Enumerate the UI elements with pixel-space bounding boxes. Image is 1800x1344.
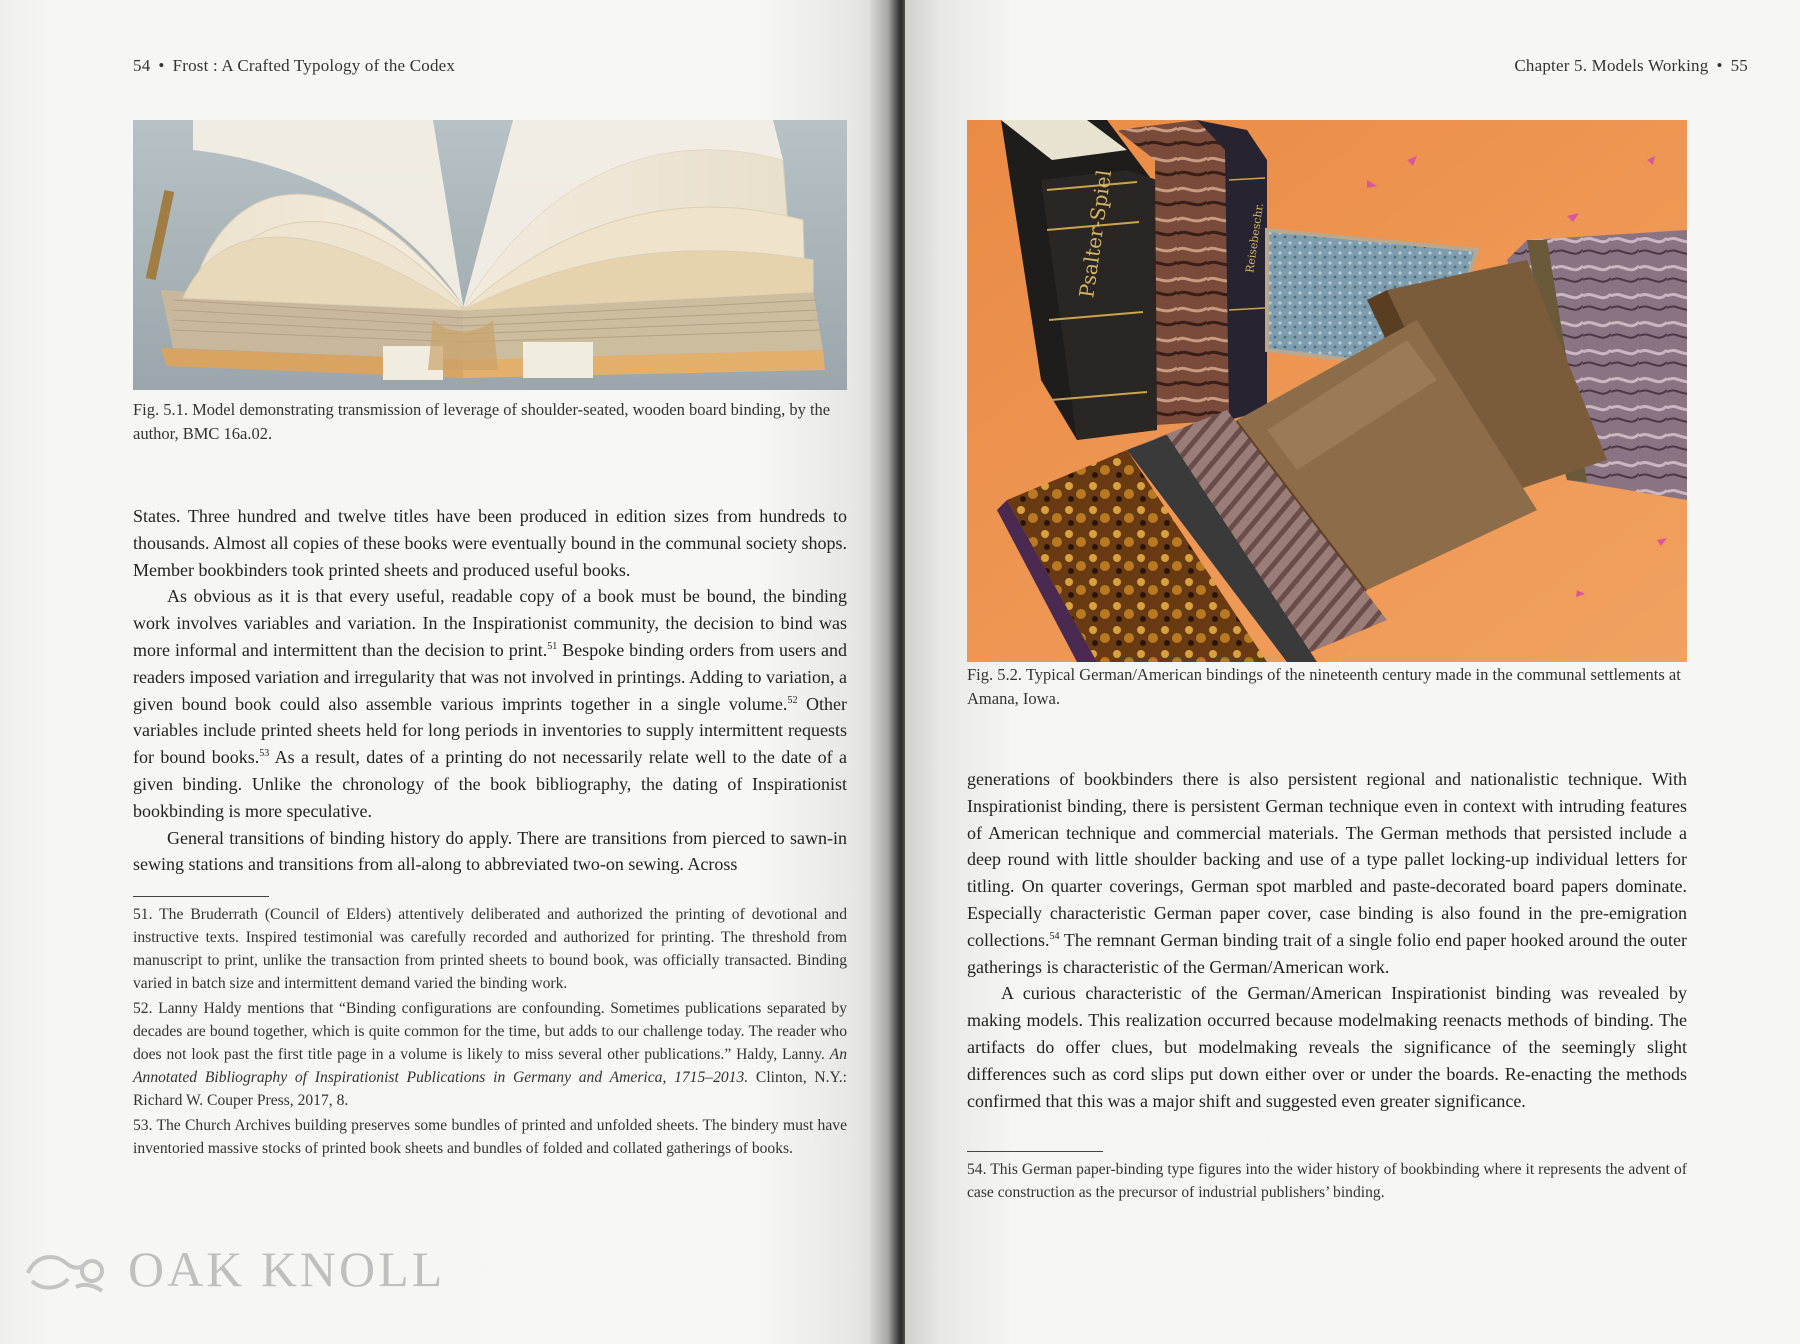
running-head-right (1514, 56, 1748, 76)
open-book-model-photo (133, 120, 847, 390)
watermark-text: OAK KNOLL (128, 1241, 446, 1297)
paragraph: A curious characteristic of the German/American Inspirationist binding was revealed by making models. This realization occurred because modelmaking reenacts methods of binding. The artifacts do offer clues, but modelmaking reveals the significance of the seemingly slight differences such as cord slips put down either over or under the boards. Re-enacting the methods confirmed that this was a major shift and suggested even greater significance. (967, 983, 1687, 1111)
paragraph (967, 766, 1687, 980)
running-title: Frost : A Crafted Typology of the Codex (172, 56, 456, 75)
oak-knoll-watermark (22, 1240, 445, 1298)
left-page (0, 0, 893, 1344)
page-number: 54 (133, 56, 151, 75)
paragraph-text: As a result, dates of a printing do not necessarily relate well to the date of a given binding. Unlike the chronology of the book bibliography, the dating of Inspirationist bookbinding is more speculative. (133, 747, 847, 821)
separator-dot: • (1716, 56, 1723, 75)
footnote-52 (133, 997, 847, 1112)
footnote-54: 54. This German paper-binding type figures into the wider history of bookbinding where it represents the advent of case construction as the precursor of industrial publishers’ binding. (967, 1161, 1687, 1201)
footnote-text: Clinton, N.Y.: Richard W. Couper Press, 2017, 8. (133, 1069, 847, 1109)
paragraph-text: generations of bookbinders there is also persistent regional and nationalistic technique. With Inspirationist binding, there is persistent German technique even in context with intruding features of American technique and commercial materials. The German methods that persisted include a deep round with little shoulder backing and use of a type pallet locking-up individual letters for titling. On quarter coverings, German spot marbled and paste-decorated board papers dominate. Especially characteristic German paper cover, case binding is also found in the pre-emigration collections. (967, 769, 1687, 950)
paragraph: States. Three hundred and twelve titles have been produced in edition sizes from hundreds to thousands. Almost all copies of these books were eventually bound in the communal society shops. Member bookbinders took printed sheets and produced useful books. (133, 506, 847, 580)
page-number: 55 (1730, 56, 1748, 75)
paragraph-text: The remnant German binding trait of a single folio end paper hooked around the outer gatherings is characteristic of the German/American work. (967, 929, 1687, 977)
left-body-text (133, 503, 847, 878)
note-ref-54: 54 (1049, 930, 1060, 942)
spine-label-reise: Reisebeschr. (1243, 202, 1267, 274)
right-body-text (967, 766, 1687, 1114)
figure-caption-5-1: Fig. 5.1. Model demonstrating transmission of leverage of shoulder-seated, wooden board binding, by the author, BMC 16a.02. (133, 400, 831, 443)
left-footnotes (133, 903, 847, 1162)
paragraph-text: Bespoke binding orders from users and readers imposed variation and irregularity that was not involved in printings. Adding to variation, a given bound book could also assemble various imprints together in a single volume. (133, 639, 848, 714)
note-ref-51: 51 (547, 640, 558, 652)
paragraph (133, 583, 847, 824)
running-title: Chapter 5. Models Working (1514, 56, 1709, 75)
figure-amana-bindings (967, 120, 1687, 662)
paragraph-text: Other variables include printed sheets held for long periods in inventories to supply intermittent requests for bound books. (133, 693, 848, 768)
right-page (905, 0, 1800, 1344)
running-head-left (133, 56, 455, 76)
separator-dot: • (158, 56, 165, 75)
amana-bindings-photo (967, 120, 1687, 662)
footnote-51: 51. The Bruderrath (Council of Elders) attentively deliberated and authorized the printing of devotional and instructive texts. Inspired testimonial was carefully recorded and authorized for printing. The threshold from manuscript to print, unlike the transaction from printed sheets to bound book, was officially transacted. Binding varied in batch size and intermittent demand varied the binding work. (133, 906, 847, 992)
note-ref-53: 53 (259, 748, 270, 760)
footnote-text: 52. Lanny Haldy mentions that “Binding configurations are confounding. Sometimes publications separated by decades are bound together, which is quite common for the time, but adds to our challenge today. The reader who does not look past the first title page in a volume is likely to miss several other publications.” Haldy, Lanny. (133, 1000, 847, 1063)
paragraph: General transitions of binding history do apply. There are transitions from pierced to sawn-in sewing stations and transitions from all-along to abbreviated two-on sewing. Across (133, 827, 847, 875)
figure-open-book-model (133, 120, 847, 390)
note-ref-52: 52 (787, 694, 798, 706)
figure-caption-5-2: Fig. 5.2. Typical German/American bindings of the nineteenth century made in the communal settlements at Amana, Iowa. (967, 665, 1681, 708)
footnote-rule (967, 1151, 1103, 1152)
footnote-53: 53. The Church Archives building preserves some bundles of printed and unfolded sheets. The bindery must have inventoried massive stocks of printed book sheets and bundles of folded and collated gatherings of books. (133, 1117, 847, 1157)
right-footnotes (967, 1158, 1687, 1206)
paragraph-text: As obvious as it is that every useful, readable copy of a book must be bound, the binding work involves variables and variation. In the Inspirationist community, the decision to bind was more informal and intermittent than the decision to print. (133, 586, 847, 660)
footnote-rule (133, 896, 269, 897)
spine-label-psalter: Psalter-Spiel (1074, 168, 1117, 300)
book-title: An Annotated Bibliography of Inspirationist Publications in Germany and America, 1715–2013. (133, 1046, 847, 1086)
oak-knoll-logo-icon (22, 1243, 112, 1295)
